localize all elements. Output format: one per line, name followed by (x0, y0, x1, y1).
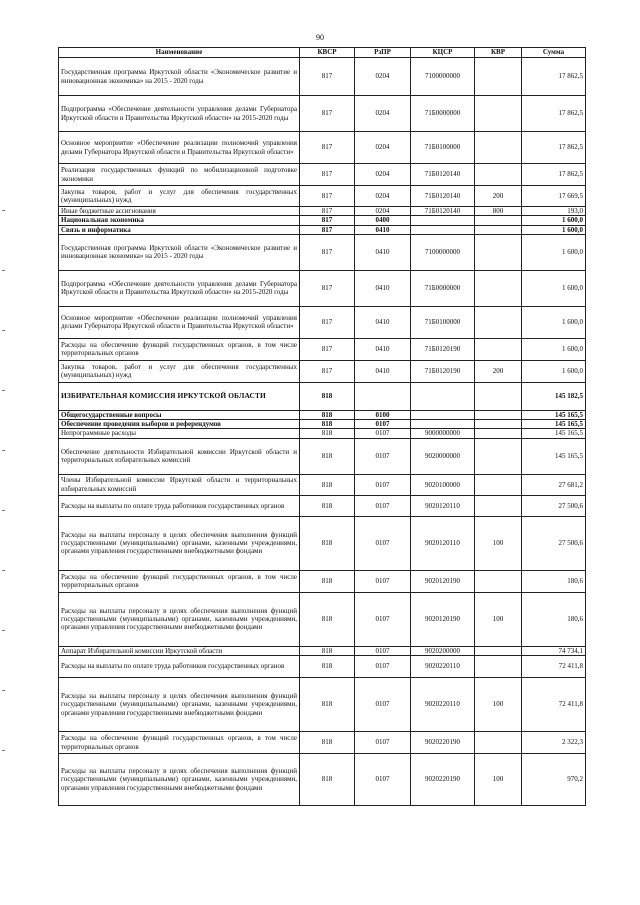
cell-kcsr: 71Б0000000 (411, 270, 475, 306)
cell-kvsr: 818 (300, 495, 355, 516)
cell-kvr (475, 96, 522, 132)
cell-sum: 27 500,6 (522, 516, 586, 570)
cell-name: Расходы на обеспечение функций государственных органов, в том числе территориальных органов (59, 732, 300, 754)
cell-kvsr: 817 (300, 270, 355, 306)
cell-sum: 145 165,5 (522, 429, 586, 438)
cell-name: Расходы на обеспечение функций государственных органов, в том числе территориальных органов (59, 570, 300, 592)
header-kvr: КВР (475, 48, 522, 58)
table-row (59, 495, 586, 516)
cell-kvr (475, 164, 522, 186)
cell-sum: 145 165,5 (522, 420, 586, 429)
cell-sum: 17 862,5 (522, 96, 586, 132)
cell-name: Обеспечение проведения выборов и референдумов (59, 420, 300, 429)
cell-rzpr: 0410 (355, 234, 411, 270)
header-sum: Сумма (522, 48, 586, 58)
cell-rzpr: 0107 (355, 678, 411, 732)
table-row (59, 234, 586, 270)
cell-kcsr: 9020120110 (411, 495, 475, 516)
cell-kvr (475, 410, 522, 419)
table-row (59, 382, 586, 410)
cell-rzpr: 0204 (355, 207, 411, 216)
cell-sum: 1 600,0 (522, 270, 586, 306)
cell-sum: 2 322,3 (522, 732, 586, 754)
cell-sum: 17 669,5 (522, 186, 586, 207)
cell-kvr (475, 306, 522, 338)
cell-name: Государственная программа Иркутской области «Экономическое развитие и инновационная экономика» на 2015 - 2020 годы (59, 234, 300, 270)
cell-kcsr: 71Б0100000 (411, 306, 475, 338)
cell-rzpr: 0410 (355, 270, 411, 306)
cell-sum: 1 600,0 (522, 306, 586, 338)
cell-sum: 970,2 (522, 754, 586, 806)
table-header-row (59, 48, 586, 58)
cell-kvr (475, 474, 522, 495)
cell-name: Основное мероприятие «Обеспечение реализации полномочий управления делами Губернатора Иркутской области и Правительства Иркутской области» (59, 306, 300, 338)
cell-rzpr: 0107 (355, 754, 411, 806)
cell-kcsr: 9020220190 (411, 754, 475, 806)
cell-kvsr: 817 (300, 338, 355, 360)
cell-kcsr (411, 410, 475, 419)
cell-kvsr: 817 (300, 186, 355, 207)
cell-sum: 72 411,8 (522, 656, 586, 678)
cell-kvsr: 818 (300, 646, 355, 655)
cell-sum: 180,6 (522, 592, 586, 646)
cell-kcsr: 9020220190 (411, 732, 475, 754)
cell-kvsr: 817 (300, 132, 355, 164)
cell-kvsr: 818 (300, 732, 355, 754)
cell-kcsr: 9020220110 (411, 678, 475, 732)
cell-name: Расходы на выплаты по оплате труда работников государственных органов (59, 656, 300, 678)
table-row (59, 516, 586, 570)
cell-name: Расходы на выплаты по оплате труда работников государственных органов (59, 495, 300, 516)
table-row (59, 306, 586, 338)
cell-rzpr: 0204 (355, 186, 411, 207)
cell-kvr: 100 (475, 678, 522, 732)
cell-kcsr: 7100000000 (411, 58, 475, 96)
cell-rzpr: 0204 (355, 96, 411, 132)
cell-rzpr (355, 382, 411, 410)
cell-sum: 145 165,5 (522, 438, 586, 474)
table-row (59, 58, 586, 96)
cell-rzpr: 0204 (355, 58, 411, 96)
cell-sum: 27 500,6 (522, 495, 586, 516)
cell-kcsr: 9020100000 (411, 474, 475, 495)
cell-name: Подпрограмма «Обеспечение деятельности управления делами Губернатора Иркутской области и Правительства Иркутской области» на 2015-2020 годы (59, 96, 300, 132)
cell-kvsr: 818 (300, 656, 355, 678)
cell-rzpr: 0107 (355, 429, 411, 438)
table-row (59, 754, 586, 806)
cell-kvsr: 817 (300, 207, 355, 216)
cell-rzpr: 0107 (355, 592, 411, 646)
cell-sum: 1 600,0 (522, 225, 586, 234)
table-row (59, 360, 586, 382)
header-name: Наименование (59, 48, 300, 58)
table-row (59, 207, 586, 216)
table-body (59, 58, 586, 806)
cell-kvr (475, 225, 522, 234)
cell-kcsr: 71Б0120190 (411, 338, 475, 360)
cell-name: Общегосударственные вопросы (59, 410, 300, 419)
cell-name: Государственная программа Иркутской области «Экономическое развитие и инновационная экономика» на 2015 - 2020 годы (59, 58, 300, 96)
cell-kvr: 200 (475, 360, 522, 382)
cell-rzpr: 0100 (355, 410, 411, 419)
cell-rzpr: 0107 (355, 420, 411, 429)
cell-kcsr (411, 216, 475, 225)
cell-sum: 180,6 (522, 570, 586, 592)
cell-name: Закупка товаров, работ и услуг для обеспечения государственных (муниципальных) нужд (59, 186, 300, 207)
cell-kvr (475, 234, 522, 270)
table-row (59, 646, 586, 655)
cell-kvsr: 817 (300, 96, 355, 132)
cell-kcsr: 71Б0120140 (411, 207, 475, 216)
cell-name: Расходы на выплаты персоналу в целях обеспечения выполнения функций государственными (муниципальными) органами, казенными учреждениями, органами управления государственными внебюджетными фондами (59, 678, 300, 732)
table-row (59, 186, 586, 207)
cell-name: Закупка товаров, работ и услуг для обеспечения государственных (муниципальных) нужд (59, 360, 300, 382)
binding-marks (2, 210, 10, 810)
cell-name: Расходы на обеспечение функций государственных органов, в том числе территориальных органов (59, 338, 300, 360)
cell-kvr (475, 58, 522, 96)
cell-kcsr: 9020200000 (411, 646, 475, 655)
table-row (59, 429, 586, 438)
cell-kvr (475, 438, 522, 474)
cell-sum: 1 600,0 (522, 216, 586, 225)
cell-kvsr: 818 (300, 410, 355, 419)
cell-sum: 193,0 (522, 207, 586, 216)
cell-kcsr: 9000000000 (411, 429, 475, 438)
cell-kcsr: 9020120190 (411, 592, 475, 646)
header-kvsr: КВСР (300, 48, 355, 58)
cell-sum: 74 734,1 (522, 646, 586, 655)
cell-kvr (475, 382, 522, 410)
cell-kcsr: 71Б0120140 (411, 164, 475, 186)
cell-kcsr: 71Б0120140 (411, 186, 475, 207)
cell-kvsr: 818 (300, 592, 355, 646)
cell-kvsr: 818 (300, 420, 355, 429)
cell-sum: 72 411,8 (522, 678, 586, 732)
cell-kcsr: 71Б0100000 (411, 132, 475, 164)
table-row (59, 338, 586, 360)
cell-kvsr: 817 (300, 360, 355, 382)
cell-kvsr: 818 (300, 570, 355, 592)
cell-kvsr: 818 (300, 516, 355, 570)
cell-kvsr: 818 (300, 754, 355, 806)
cell-kvsr: 817 (300, 306, 355, 338)
cell-kcsr: 71Б0000000 (411, 96, 475, 132)
cell-kvr (475, 216, 522, 225)
cell-name: Обеспечение деятельности Избирательной комиссии Иркутской области и территориальных избирательных комиссий (59, 438, 300, 474)
cell-name: ИЗБИРАТЕЛЬНАЯ КОМИССИЯ ИРКУТСКОЙ ОБЛАСТИ (59, 382, 300, 410)
budget-table (58, 47, 586, 806)
cell-kcsr: 71Б0120190 (411, 360, 475, 382)
table-row (59, 164, 586, 186)
cell-kvr: 200 (475, 186, 522, 207)
cell-kcsr (411, 382, 475, 410)
cell-name: Расходы на выплаты персоналу в целях обеспечения выполнения функций государственными (муниципальными) органами, казенными учреждениями, органами управления государственными внебюджетными фондами (59, 592, 300, 646)
cell-kvsr: 818 (300, 438, 355, 474)
cell-sum: 1 600,0 (522, 234, 586, 270)
cell-sum: 17 862,5 (522, 132, 586, 164)
cell-kvr: 800 (475, 207, 522, 216)
table-row (59, 96, 586, 132)
cell-sum: 1 600,0 (522, 360, 586, 382)
cell-kvr (475, 132, 522, 164)
table-row (59, 678, 586, 732)
cell-rzpr: 0107 (355, 516, 411, 570)
cell-rzpr: 0400 (355, 216, 411, 225)
cell-kvr (475, 646, 522, 655)
cell-rzpr: 0107 (355, 656, 411, 678)
cell-rzpr: 0107 (355, 438, 411, 474)
table-row (59, 656, 586, 678)
cell-kvsr: 817 (300, 216, 355, 225)
cell-kvsr: 817 (300, 234, 355, 270)
cell-rzpr: 0107 (355, 474, 411, 495)
table-row (59, 420, 586, 429)
cell-kcsr (411, 420, 475, 429)
cell-name: Основное мероприятие «Обеспечение реализации полномочий управления делами Губернатора Иркутской области и Правительства Иркутской области» (59, 132, 300, 164)
cell-rzpr: 0204 (355, 132, 411, 164)
cell-kcsr: 9020120190 (411, 570, 475, 592)
cell-kvr (475, 338, 522, 360)
cell-name: Расходы на выплаты персоналу в целях обеспечения выполнения функций государственными (муниципальными) органами, казенными учреждениями, органами управления государственными внебюджетными фондами (59, 516, 300, 570)
cell-rzpr: 0410 (355, 338, 411, 360)
table-row (59, 225, 586, 234)
cell-kvsr: 818 (300, 429, 355, 438)
cell-kvr (475, 420, 522, 429)
cell-rzpr: 0410 (355, 225, 411, 234)
cell-sum: 17 862,5 (522, 58, 586, 96)
header-rzpr: РзПР (355, 48, 411, 58)
cell-name: Члены Избирательной комиссии Иркутской области и территориальных избирательных комиссий (59, 474, 300, 495)
cell-kcsr: 7100000000 (411, 234, 475, 270)
cell-name: Подпрограмма «Обеспечение деятельности управления делами Губернатора Иркутской области и Правительства Иркутской области» на 2015-2020 годы (59, 270, 300, 306)
table-row (59, 570, 586, 592)
cell-kcsr: 9020220110 (411, 656, 475, 678)
cell-kvsr: 818 (300, 382, 355, 410)
cell-kvsr: 817 (300, 225, 355, 234)
table-row (59, 132, 586, 164)
cell-kcsr (411, 225, 475, 234)
cell-sum: 17 862,5 (522, 164, 586, 186)
cell-kvr (475, 429, 522, 438)
cell-kvr: 100 (475, 516, 522, 570)
cell-kvr (475, 732, 522, 754)
table-row (59, 732, 586, 754)
cell-kcsr: 9020000000 (411, 438, 475, 474)
cell-name: Аппарат Избирательной комиссии Иркутской области (59, 646, 300, 655)
cell-kvr: 100 (475, 592, 522, 646)
cell-kvsr: 818 (300, 678, 355, 732)
table-row (59, 270, 586, 306)
cell-name: Национальная экономика (59, 216, 300, 225)
table-row (59, 410, 586, 419)
cell-kvr (475, 270, 522, 306)
cell-kvsr: 817 (300, 58, 355, 96)
cell-sum: 145 182,5 (522, 382, 586, 410)
cell-kvr: 100 (475, 754, 522, 806)
cell-kcsr: 9020120110 (411, 516, 475, 570)
cell-kvsr: 817 (300, 164, 355, 186)
cell-name: Связь и информатика (59, 225, 300, 234)
cell-kvsr: 818 (300, 474, 355, 495)
cell-kvr (475, 495, 522, 516)
page-number: 90 (316, 33, 324, 42)
table-row (59, 474, 586, 495)
table-row (59, 592, 586, 646)
cell-name: Иные бюджетные ассигнования (59, 207, 300, 216)
cell-sum: 27 681,2 (522, 474, 586, 495)
cell-name: Непрограммные расходы (59, 429, 300, 438)
cell-rzpr: 0107 (355, 646, 411, 655)
cell-rzpr: 0204 (355, 164, 411, 186)
cell-rzpr: 0107 (355, 495, 411, 516)
cell-rzpr: 0410 (355, 306, 411, 338)
cell-rzpr: 0107 (355, 570, 411, 592)
cell-sum: 145 165,5 (522, 410, 586, 419)
cell-rzpr: 0107 (355, 732, 411, 754)
cell-kvr (475, 570, 522, 592)
cell-name: Реализация государственных функций по мобилизационной подготовке экономики (59, 164, 300, 186)
cell-kvr (475, 656, 522, 678)
cell-name: Расходы на выплаты персоналу в целях обеспечения выполнения функций государственными (муниципальными) органами, казенными учреждениями, органами управления государственными внебюджетными фондами (59, 754, 300, 806)
table-row (59, 216, 586, 225)
cell-rzpr: 0410 (355, 360, 411, 382)
cell-sum: 1 600,0 (522, 338, 586, 360)
header-kcsr: КЦСР (411, 48, 475, 58)
table-row (59, 438, 586, 474)
